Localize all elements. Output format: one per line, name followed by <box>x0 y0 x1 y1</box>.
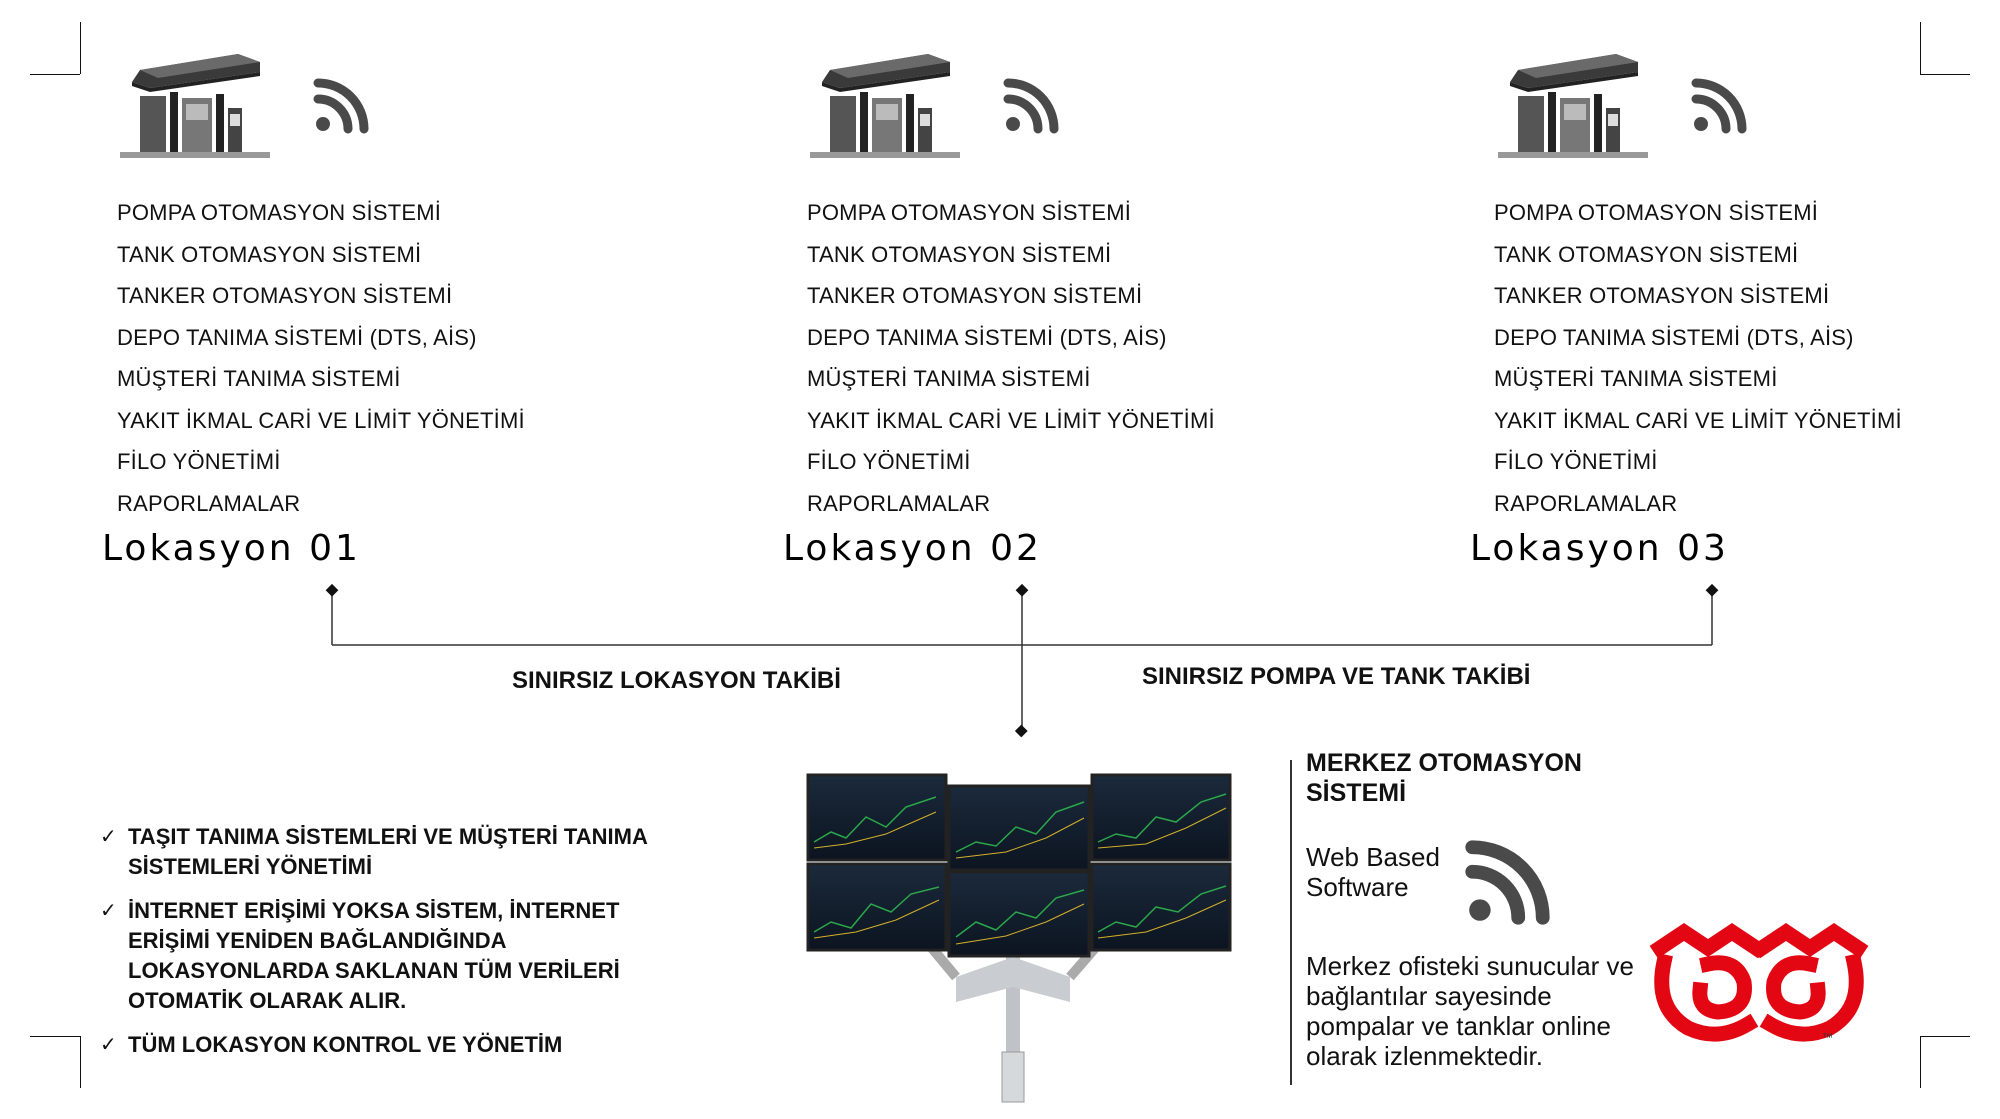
feature-text: İNTERNET ERİŞİMİ YOKSA SİSTEM, İNTERNET ERİŞİMİ YENİDEN BAĞLANDIĞINDA LOKASYONLARDA SAKLANAN TÜM VERİLERİ OTOMATİK OLARAK ALIR. <box>128 898 620 1013</box>
list-item: MÜŞTERİ TANIMA SİSTEMİ <box>117 366 401 391</box>
web-based-software-label: Web Based Software <box>1306 842 1440 902</box>
list-item: FİLO YÖNETİMİ <box>1494 449 1658 474</box>
list-item: DEPO TANIMA SİSTEMİ (DTS, AİS) <box>117 324 477 350</box>
red-brand-logo <box>1648 918 1870 1048</box>
list-item <box>100 896 680 1016</box>
feature-text: TÜM LOKASYON KONTROL VE YÖNETİM <box>128 1032 563 1057</box>
list-item: RAPORLAMALAR <box>117 490 301 516</box>
location-01-title: Lokasyon 01 <box>102 528 361 569</box>
check-icon: ✓ <box>100 1034 117 1056</box>
list-item: TANKER OTOMASYON SİSTEMİ <box>117 283 453 308</box>
check-icon: ✓ <box>100 900 117 922</box>
list-item <box>100 1030 680 1060</box>
list-item: DEPO TANIMA SİSTEMİ (DTS, AİS) <box>1494 324 1854 350</box>
feature-text: TAŞIT TANIMA SİSTEMLERİ VE MÜŞTERİ TANIMA SİSTEMLERİ YÖNETİMİ <box>128 824 648 879</box>
location-02-title: Lokasyon 02 <box>783 528 1042 569</box>
multi-monitor-icon <box>806 772 1236 1112</box>
list-item: TANK OTOMASYON SİSTEMİ <box>117 241 422 267</box>
connector-node <box>326 584 339 597</box>
wireless-signal-icon <box>1460 835 1555 935</box>
list-item: TANKER OTOMASYON SİSTEMİ <box>1494 283 1830 308</box>
connector-node <box>1016 584 1029 597</box>
list-item: RAPORLAMALAR <box>1494 490 1678 516</box>
unlimited-location-tracking-label: SINIRSIZ LOKASYON TAKİBİ <box>512 667 841 694</box>
location-03-title: Lokasyon 03 <box>1470 528 1729 569</box>
list-item: YAKIT İKMAL CARİ VE LİMİT YÖNETİMİ <box>1494 407 1902 433</box>
central-feature-list <box>100 822 680 1074</box>
connector-node <box>1015 725 1028 738</box>
trademark-symbol: ™ <box>1822 1032 1833 1044</box>
list-item: YAKIT İKMAL CARİ VE LİMİT YÖNETİMİ <box>807 407 1215 433</box>
list-item: POMPA OTOMASYON SİSTEMİ <box>117 200 442 225</box>
list-item: TANK OTOMASYON SİSTEMİ <box>807 241 1112 267</box>
list-item: DEPO TANIMA SİSTEMİ (DTS, AİS) <box>807 324 1167 350</box>
central-system-title: MERKEZ OTOMASYON SİSTEMİ <box>1306 749 1582 807</box>
list-item: POMPA OTOMASYON SİSTEMİ <box>807 200 1132 225</box>
list-item: POMPA OTOMASYON SİSTEMİ <box>1494 200 1819 225</box>
central-system-description: Merkez ofisteki sunucular ve bağlantılar sayesinde pompalar ve tanklar online olarak izlenmektedir. <box>1306 951 1635 1071</box>
list-item: FİLO YÖNETİMİ <box>807 449 971 474</box>
central-divider-line <box>1290 760 1292 1085</box>
list-item: FİLO YÖNETİMİ <box>117 449 281 474</box>
check-icon: ✓ <box>100 826 117 848</box>
list-item: MÜŞTERİ TANIMA SİSTEMİ <box>1494 366 1778 391</box>
list-item: TANK OTOMASYON SİSTEMİ <box>1494 241 1799 267</box>
list-item <box>100 822 680 882</box>
list-item: YAKIT İKMAL CARİ VE LİMİT YÖNETİMİ <box>117 407 525 433</box>
list-item: TANKER OTOMASYON SİSTEMİ <box>807 283 1143 308</box>
unlimited-pump-tank-tracking-label: SINIRSIZ POMPA VE TANK TAKİBİ <box>1142 663 1531 690</box>
list-item: RAPORLAMALAR <box>807 490 991 516</box>
connector-node <box>1706 584 1719 597</box>
list-item: MÜŞTERİ TANIMA SİSTEMİ <box>807 366 1091 391</box>
